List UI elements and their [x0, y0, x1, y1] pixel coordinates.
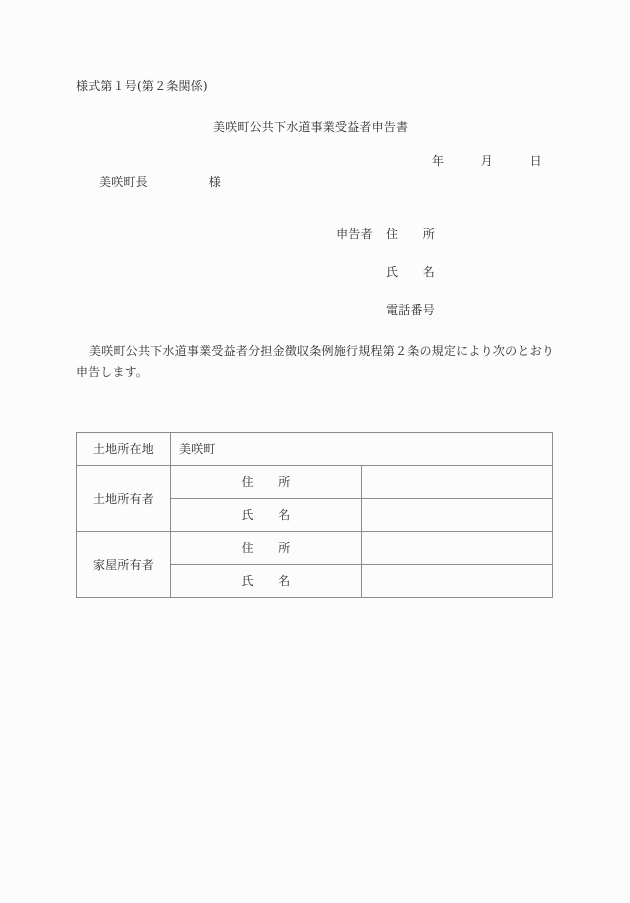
row-sublabel-land-owner-name: 氏 名	[171, 499, 362, 532]
table-row	[77, 433, 553, 466]
addressee-line: 美咲町長 様	[99, 175, 222, 189]
row-value-land-location[interactable]: 美咲町	[171, 433, 553, 466]
table-row	[77, 466, 553, 499]
row-value-land-owner-name[interactable]	[362, 499, 553, 532]
body-paragraph: 美咲町公共下水道事業受益者分担金徴収条例施行規程第２条の規定により次のとおり申告します。	[76, 344, 554, 379]
declarant-name-label: 氏 名	[386, 265, 435, 279]
row-value-house-owner-address[interactable]	[362, 532, 553, 565]
declaration-table	[76, 432, 553, 598]
row-value-house-owner-name[interactable]	[362, 565, 553, 598]
row-sublabel-house-owner-address: 住 所	[171, 532, 362, 565]
declarant-phone-row	[312, 286, 435, 324]
row-label-house-owner: 家屋所有者	[77, 532, 171, 598]
row-sublabel-land-owner-address: 住 所	[171, 466, 362, 499]
declarant-phone-label: 電話番号	[386, 303, 435, 317]
declarant-name-row	[312, 248, 435, 286]
form-number: 様式第１号(第２条関係)	[76, 79, 208, 93]
row-sublabel-house-owner-name: 氏 名	[171, 565, 362, 598]
row-value-land-owner-address[interactable]	[362, 466, 553, 499]
document-title: 美咲町公共下水道事業受益者申告書	[213, 120, 409, 134]
declarant-block	[312, 210, 435, 324]
row-label-land-location: 土地所在地	[77, 433, 171, 466]
declarant-address-label: 住 所	[386, 227, 435, 241]
date-line: 年 月 日	[432, 154, 542, 168]
table-row	[77, 532, 553, 565]
declarant-address-row	[312, 210, 435, 248]
row-label-land-owner: 土地所有者	[77, 466, 171, 532]
declarant-prefix: 申告者	[336, 227, 373, 241]
